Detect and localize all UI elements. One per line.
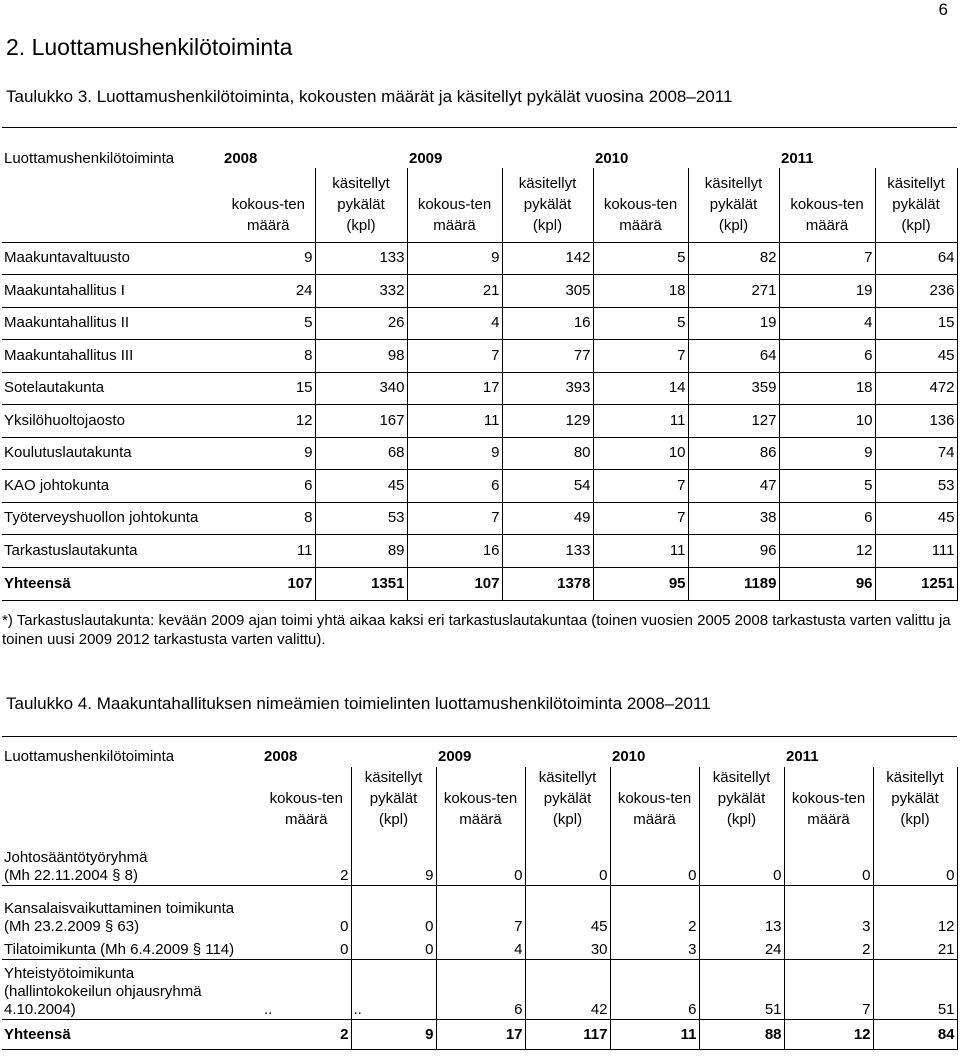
table-cell: 3	[784, 886, 873, 936]
table3-year-2011: 2011	[779, 128, 957, 169]
row-label: Koulutuslautakunta	[2, 437, 222, 470]
table-cell: 15	[875, 307, 957, 340]
table-cell: 53	[315, 502, 407, 535]
table4-col-meetings	[262, 767, 351, 836]
table-cell: 8	[222, 340, 315, 373]
table-cell: 80	[502, 437, 593, 470]
table3-year-2008: 2008	[222, 128, 407, 169]
table-cell: 6	[779, 502, 875, 535]
table-cell: 30	[525, 936, 610, 960]
table-cell: 82	[688, 242, 779, 275]
table-cell: 5	[593, 242, 688, 275]
sections-label-line: (kpl)	[552, 810, 583, 828]
row-label: Työterveyshuollon johtokunta	[2, 502, 222, 535]
table-row	[2, 470, 957, 503]
table-row	[2, 275, 957, 308]
table4-year-2010: 2010	[610, 737, 784, 767]
table4-col-sections	[525, 767, 610, 836]
table-cell: 13	[699, 886, 784, 936]
meetings-label-line: kokous-ten	[417, 195, 492, 213]
table-cell: 84	[873, 1020, 957, 1050]
table4-caption: Taulukko 4. Maakuntahallituksen nimeämien toimielinten luottamushenkilötoiminta 2008–2011	[6, 694, 711, 713]
table3-col-meetings	[593, 168, 688, 242]
sections-label-line: käsitellyt	[518, 174, 577, 192]
row-label: Maakuntahallitus III	[2, 340, 222, 373]
table-cell: 88	[699, 1020, 784, 1050]
row-label-line: (hallintokokeilun ohjausryhmä	[4, 983, 202, 1000]
table4-col-sections	[873, 767, 957, 836]
sections-label-line: käsitellyt	[886, 768, 944, 786]
table3-col-meetings	[222, 168, 315, 242]
table4-header-row	[2, 767, 957, 836]
table-cell: 86	[688, 437, 779, 470]
table-row	[2, 307, 957, 340]
row-label-line: (Mh 22.11.2004 § 8)	[4, 867, 138, 884]
table-cell: 18	[779, 372, 875, 405]
table-cell: 19	[688, 307, 779, 340]
table-cell: 51	[873, 960, 957, 1020]
meetings-label-line: kokous-ten	[269, 789, 343, 807]
table-cell: 16	[502, 307, 593, 340]
table-cell: 17	[436, 1020, 525, 1050]
table-cell: 7	[593, 340, 688, 373]
table-cell: 11	[407, 405, 502, 438]
table-cell: 133	[315, 242, 407, 275]
table-cell: 1251	[875, 567, 957, 600]
table-cell: 68	[315, 437, 407, 470]
table-cell: 142	[502, 242, 593, 275]
table-cell: 0	[351, 936, 436, 960]
table3-caption: Taulukko 3. Luottamushenkilötoiminta, kokousten määrät ja käsitellyt pykälät vuosina 2008–2011	[6, 87, 733, 106]
table-cell: 1351	[315, 567, 407, 600]
table-cell: 133	[502, 535, 593, 568]
table-cell: 54	[502, 470, 593, 503]
table-cell: 271	[688, 275, 779, 308]
table3-col-meetings	[407, 168, 502, 242]
table-cell: 5	[593, 307, 688, 340]
table-cell: 4	[407, 307, 502, 340]
table-cell: 21	[407, 275, 502, 308]
table-cell: 332	[315, 275, 407, 308]
table-cell: 5	[222, 307, 315, 340]
table-cell: 1378	[502, 567, 593, 600]
row-label: Maakuntavaltuusto	[2, 242, 222, 275]
meetings-label-line: kokous-ten	[791, 789, 866, 807]
row-label	[2, 936, 262, 960]
table-cell: 0	[610, 836, 699, 886]
table4-year-2009: 2009	[436, 737, 610, 767]
table-cell: 7	[436, 886, 525, 936]
sections-label-line: käsitellyt	[704, 174, 763, 192]
table-cell: 45	[875, 340, 957, 373]
table-cell: 24	[222, 275, 315, 308]
table-cell: 6	[436, 960, 525, 1020]
table-cell: 98	[315, 340, 407, 373]
table-cell: 64	[875, 242, 957, 275]
table-row	[2, 502, 957, 535]
table-cell: 45	[315, 470, 407, 503]
sections-label-line: pykälät	[543, 789, 592, 807]
table-cell: 21	[873, 936, 957, 960]
table-cell: 11	[222, 535, 315, 568]
table-cell: 7	[784, 960, 873, 1020]
table3-year-2010: 2010	[593, 128, 779, 169]
table-cell: 12	[222, 405, 315, 438]
row-label: KAO johtokunta	[2, 470, 222, 503]
row-label: Sotelautakunta	[2, 372, 222, 405]
table-cell: 9	[351, 836, 436, 886]
meetings-label-line: kokous-ten	[790, 195, 864, 213]
sections-label-line: käsitellyt	[887, 174, 945, 192]
table-cell: 472	[875, 372, 957, 405]
table-cell: 18	[593, 275, 688, 308]
table-cell: 136	[875, 405, 957, 438]
table-cell: 0	[351, 886, 436, 936]
table-cell: 167	[315, 405, 407, 438]
table3-total-row	[2, 567, 957, 600]
table-cell: 9	[407, 242, 502, 275]
table-row	[2, 836, 957, 886]
sections-label-line: pykälät	[337, 195, 385, 213]
table3	[2, 127, 958, 601]
table-cell: 7	[407, 502, 502, 535]
table-cell: 117	[525, 1020, 610, 1050]
table-cell: 24	[699, 936, 784, 960]
table-cell: 305	[502, 275, 593, 308]
table-cell: 51	[699, 960, 784, 1020]
table4-title: Luottamushenkilötoiminta	[2, 737, 262, 767]
table-cell: 16	[407, 535, 502, 568]
table-cell: 12	[779, 535, 875, 568]
table-cell: 0	[699, 836, 784, 886]
meetings-label-line: kokous-ten	[443, 789, 518, 807]
row-label-line: Johtosääntötyöryhmä	[4, 849, 148, 866]
sections-label-line: (kpl)	[718, 216, 749, 234]
row-label	[2, 836, 262, 886]
table-cell: 340	[315, 372, 407, 405]
table-cell: 7	[779, 242, 875, 275]
table-cell: 0	[436, 836, 525, 886]
table-cell: 0	[525, 836, 610, 886]
table-cell: 9	[351, 1020, 436, 1050]
table-cell: 0	[262, 886, 351, 936]
table4-total-label: Yhteensä	[2, 1020, 262, 1050]
table4-total-row	[2, 1020, 957, 1050]
table-cell: 15	[222, 372, 315, 405]
table-cell: 129	[502, 405, 593, 438]
table-row	[2, 437, 957, 470]
table-cell: 12	[784, 1020, 873, 1050]
table-cell: 47	[688, 470, 779, 503]
table-row	[2, 242, 957, 275]
table-cell: 2	[262, 1020, 351, 1050]
sections-label-line: pykälät	[892, 195, 940, 213]
table-cell: 49	[502, 502, 593, 535]
table-cell: 10	[593, 437, 688, 470]
table3-col-sections	[875, 168, 957, 242]
table-row	[2, 535, 957, 568]
table-cell: 236	[875, 275, 957, 308]
meetings-label-line: kokous-ten	[603, 195, 678, 213]
table3-col-sections	[502, 168, 593, 242]
meetings-label-line: kokous-ten	[231, 195, 305, 213]
table-cell: 2	[610, 886, 699, 936]
table-cell: 11	[593, 405, 688, 438]
table-cell: 107	[407, 567, 502, 600]
table-cell: 17	[407, 372, 502, 405]
table-cell: ..	[262, 960, 351, 1020]
row-label-line: Tilatoimikunta (Mh 6.4.2009 § 114)	[4, 941, 235, 958]
table-cell: 6	[779, 340, 875, 373]
table-cell: 2	[262, 836, 351, 886]
table-cell: 393	[502, 372, 593, 405]
table3-total-label: Yhteensä	[2, 567, 222, 600]
meetings-label-line: määrä	[284, 810, 328, 828]
table-cell: 77	[502, 340, 593, 373]
table-cell: 9	[222, 242, 315, 275]
meetings-label-line: määrä	[433, 216, 476, 234]
table-cell: 7	[593, 470, 688, 503]
table-row	[2, 886, 957, 936]
table4-col-meetings	[784, 767, 873, 836]
table-cell: 7	[407, 340, 502, 373]
table-cell: 6	[610, 960, 699, 1020]
table-cell: 1189	[688, 567, 779, 600]
meetings-label-line: määrä	[805, 216, 849, 234]
table-cell: 107	[222, 567, 315, 600]
section-title: 2. Luottamushenkilötoiminta	[6, 34, 293, 60]
row-label-line: 4.10.2004)	[4, 1001, 76, 1018]
table4-year-2011: 2011	[784, 737, 957, 767]
table-cell: 10	[779, 405, 875, 438]
meetings-label-line: määrä	[633, 810, 676, 828]
table-cell: ..	[351, 960, 436, 1020]
row-label-line: Kansalaisvaikuttaminen toimikunta	[4, 899, 235, 917]
row-label	[2, 960, 262, 1020]
table-cell: 42	[525, 960, 610, 1020]
table-cell: 0	[873, 836, 957, 886]
table3-header-row	[2, 168, 957, 242]
row-label: Maakuntahallitus II	[2, 307, 222, 340]
table-cell: 64	[688, 340, 779, 373]
table-cell: 0	[262, 936, 351, 960]
row-label	[2, 886, 262, 936]
row-label: Tarkastuslautakunta	[2, 535, 222, 568]
table3-title: Luottamushenkilötoiminta	[2, 128, 222, 169]
meetings-label-line: määrä	[619, 216, 662, 234]
table-cell: 9	[779, 437, 875, 470]
table-cell: 0	[784, 836, 873, 886]
sections-label-line: (kpl)	[378, 810, 409, 828]
sections-label-line: pykälät	[891, 789, 939, 807]
table-cell: 96	[779, 567, 875, 600]
sections-label-line: pykälät	[369, 789, 418, 807]
sections-label-line: pykälät	[709, 195, 758, 213]
table-row	[2, 372, 957, 405]
table3-col-sections	[315, 168, 407, 242]
table4-col-sections	[699, 767, 784, 836]
sections-label-line: (kpl)	[901, 216, 931, 234]
table-cell: 45	[875, 502, 957, 535]
row-label-line: (Mh 23.2.2009 § 63)	[4, 917, 140, 935]
table-cell: 96	[688, 535, 779, 568]
table-cell: 4	[779, 307, 875, 340]
sections-label-line: käsitellyt	[332, 174, 390, 192]
table-row	[2, 340, 957, 373]
sections-label-line: pykälät	[717, 789, 766, 807]
sections-label-line: käsitellyt	[712, 768, 771, 786]
table-cell: 7	[593, 502, 688, 535]
table-cell: 45	[525, 886, 610, 936]
table-cell: 26	[315, 307, 407, 340]
table-cell: 9	[407, 437, 502, 470]
table4-col-meetings	[436, 767, 525, 836]
meetings-label-line: kokous-ten	[617, 789, 692, 807]
table3-year-2009: 2009	[407, 128, 593, 169]
table3-note: *) Tarkastuslautakunta: kevään 2009 ajan toimi yhtä aikaa kaksi eri tarkastuslautakuntaa (toinen vuosien 2005 2008 tarkastusta varten valittu ja toinen uusi 2009 2012 tarkastusta varten valittu).	[2, 612, 951, 648]
table-cell: 11	[610, 1020, 699, 1050]
table4-year-2008: 2008	[262, 737, 436, 767]
table4-col-sections	[351, 767, 436, 836]
table-cell: 38	[688, 502, 779, 535]
table-cell: 2	[784, 936, 873, 960]
sections-label-line: käsitellyt	[538, 768, 597, 786]
table-row	[2, 936, 957, 960]
table-cell: 95	[593, 567, 688, 600]
meetings-label-line: määrä	[459, 810, 502, 828]
table3-col-sections	[688, 168, 779, 242]
meetings-label-line: määrä	[807, 810, 850, 828]
row-label-line: Yhteistyötoimikunta	[4, 965, 135, 982]
sections-label-line: pykälät	[523, 195, 572, 213]
table-cell: 12	[873, 886, 957, 936]
table-row	[2, 405, 957, 438]
table-cell: 11	[593, 535, 688, 568]
sections-label-line: käsitellyt	[364, 768, 423, 786]
table-cell: 359	[688, 372, 779, 405]
table-cell: 89	[315, 535, 407, 568]
table-cell: 9	[222, 437, 315, 470]
row-label: Yksilöhuoltojaosto	[2, 405, 222, 438]
table-cell: 3	[610, 936, 699, 960]
page-number: 6	[938, 0, 948, 19]
table-cell: 111	[875, 535, 957, 568]
table4-col-meetings	[610, 767, 699, 836]
table4	[2, 736, 958, 1050]
table3-col-meetings	[779, 168, 875, 242]
table-row	[2, 960, 957, 1020]
sections-label-line: (kpl)	[532, 216, 563, 234]
sections-label-line: (kpl)	[900, 810, 930, 828]
sections-label-line: (kpl)	[346, 216, 376, 234]
table-cell: 4	[436, 936, 525, 960]
table-cell: 14	[593, 372, 688, 405]
table-cell: 127	[688, 405, 779, 438]
row-label: Maakuntahallitus I	[2, 275, 222, 308]
table-cell: 6	[407, 470, 502, 503]
table-cell: 5	[779, 470, 875, 503]
table-cell: 19	[779, 275, 875, 308]
meetings-label-line: määrä	[246, 216, 290, 234]
table-cell: 53	[875, 470, 957, 503]
sections-label-line: (kpl)	[726, 810, 757, 828]
table-cell: 8	[222, 502, 315, 535]
table-cell: 74	[875, 437, 957, 470]
table-cell: 6	[222, 470, 315, 503]
